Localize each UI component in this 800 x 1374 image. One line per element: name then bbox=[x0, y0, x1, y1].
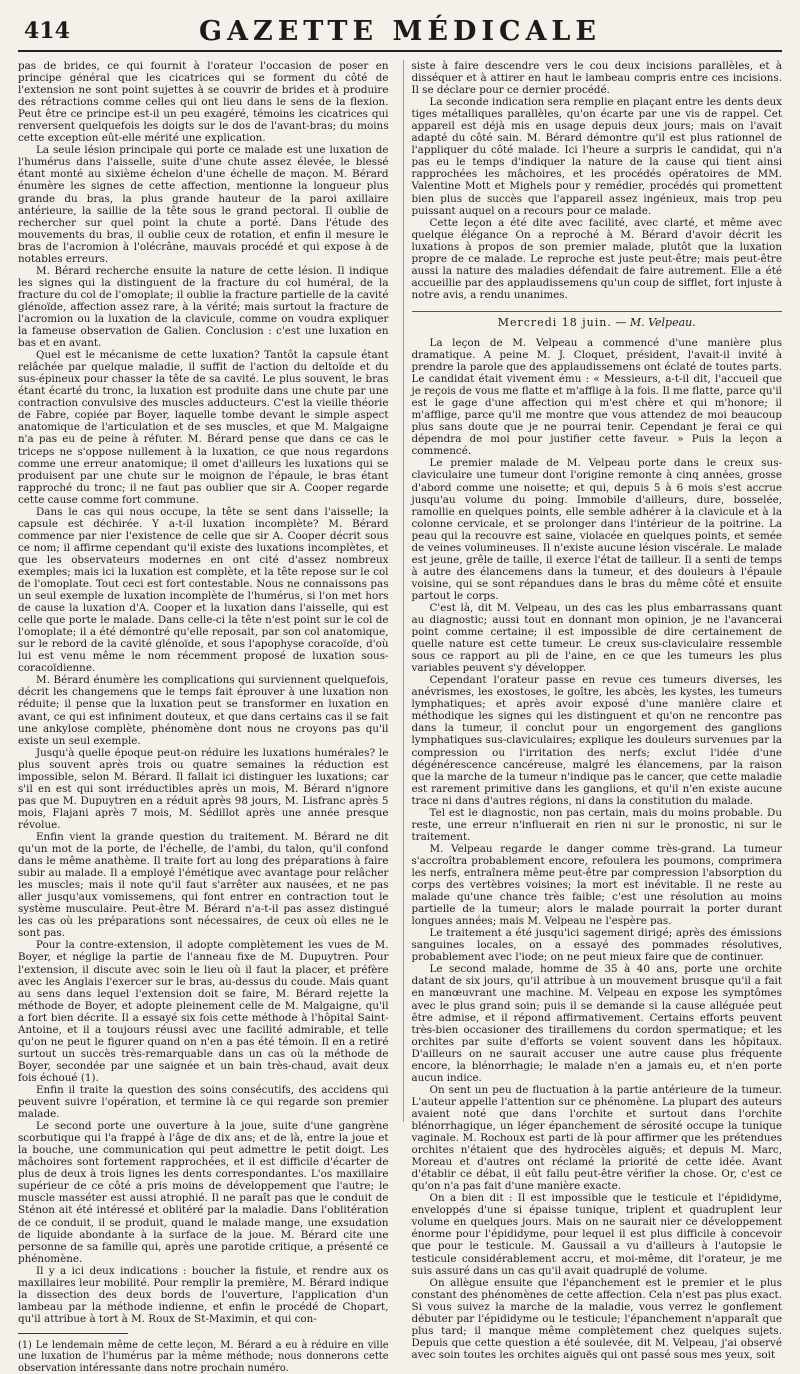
paragraph: Le traitement a été jusqu'ici sagement dirigé; après des émissions sanguines locales, on a essayé des pommades résolutives, probablement avec l'iode; on ne peut mieux faire que de continuer. bbox=[411, 927, 782, 964]
paragraph: Il y a ici deux indications : boucher la fistule, et rendre aux os maxillaires leur mobilité. Pour remplir la première, M. Bérard indique la dissection des deux bords de l'ouverture, l'application d'un lambeau par la méthode indienne, et enfin le procédé de Chopart, qu'il attribue à tort à M. Roux de St-Maximin, et qui con- bbox=[18, 1264, 389, 1325]
paragraph: Jusqu'à quelle époque peut-on réduire les luxations humérales? le plus souvent après trois ou quatre semaines la réduction est impossible, selon M. Bérard. Il fallait ici distinguer les luxations; car s'il en est qui sont irréductibles après un mois, M. Bérard n'ignore pas que M. Dupuytren en a réduit après 98 jours, M. Lisfranc après 5 mois, Flajani après 7 mois, M. Sédillot après une année presque révolue. bbox=[18, 746, 389, 831]
paragraph: On allègue ensuite que l'épanchement est le premier et le plus constant des phénomènes de cette affection. Cela n'est pas plus exact. Si vous suivez la marche de la maladie, vous verrez le gonflement débuter par l'épididyme ou le testicule; l'épanchement n'apparaît que plus tard; il manque même complètement chez quelques sujets. Depuis que cette question a été soulevée, dit M. Velpeau, j'ai observé avec soin toutes les orchites aiguës qui ont passé sous mes yeux, soit bbox=[411, 1276, 783, 1361]
footnote: (1) Le lendemain même de cette leçon, M. Bérard a eu à réduire en ville une luxation de l'humérus par la même méthode; nous donnerons cette observation intéressante dans notre prochain numéro. bbox=[18, 1339, 389, 1374]
paragraph: La seconde indication sera remplie en plaçant entre les dents deux tiges métalliques parallèles, qu'on écarte par une vis de rappel. Cet appareil est déjà mis en usage depuis deux jours; mais on l'avait adapté du côté sain. M. Bérard démontre qu'il est plus rationnel de l'appliquer du côté malade. Ici l'heure a surpris le candidat, qui n'a pas eu le temps d'indiquer la nature de la cause qui tient ainsi rapprochées les mâchoires, et les procédés opératoires de MM. Valentine Mott et Mighels pour y remédier, procédés qui promettent bien plus de succès que l'appareil assez ingénieux, mais trop peu puissant auquel on a recours pour ce malade. bbox=[411, 96, 782, 217]
paragraph: Le second porte une ouverture à la joue, suite d'une gangrène scorbutique qui l'a frappé à l'âge de dix ans; et de là, entre la joue et la bouche, une communication qui peut admettre le petit doigt. Les mâchoires sont fortement rapprochées, et il est difficile d'écarter de plus de deux à trois lignes les dents correspondantes. L'os maxillaire supérieur de ce côté a pris moins de développement que l'autre; le muscle masséter est aussi atrophié. Il ne paraît pas que le conduit de Sténon ait été intéressé et oblitéré par la maladie. Dans l'oblitération de ce conduit, il se produit, quand le malade mange, une exsudation de liquide abondante à la surface de la joue. M. Bérard cite une personne de sa famille qui, après une parotide critique, a présenté ce phénomène. bbox=[18, 1120, 389, 1265]
paragraph: Cette leçon a été dite avec facilité, avec clarté, et même avec quelque élégance On a reproché à M. Bérard d'avoir décrit les luxations à propos de son premier malade, plutôt que la luxation propre de ce malade. Le reproche est juste peut-être; mais peut-être aussi la nature des maladies défendait de faire autrement. Elle a été accueillie par des applaudissemens qu'un coup de sifflet, fort injuste à notre avis, a rendu unanimes. bbox=[411, 216, 782, 301]
paragraph: Le premier malade de M. Velpeau porte dans le creux sus-claviculaire une tumeur dont l'origine remonte à cinq années, grosse d'abord comme une noisette; et qui, depuis 5 à 6 mois s'est accrue jusqu'au volume du poing. Immobile d'ailleurs, dure, bosselée, ramollie en quelques points, elle semble adhérer à la clavicule et à la colonne cervicale, et se prolonger dans l'intérieur de la poitrine. La peau qui la recouvre est saine, violacée en quelques points, et semée de veines volumineuses. Il n'existe aucune lésion viscérale. Le malade est jeune, grêle de taille, il exerce l'état de tailleur. Il a senti de temps à autre des élancemens dans la tumeur, et des douleurs à l'épaule voisine, qui se sont répandues dans le bras du même côté et ensuite partout le corps. bbox=[411, 457, 782, 602]
paragraph: M. Bérard recherche ensuite la nature de cette lésion. Il indique les signes qui la distinguent de la fracture du col huméral, de la fracture du col de l'omoplate; il oublie la fracture partielle de la cavité glénoïde, affection assez rare, à la vérité; mais surtout la fracture de l'acromion ou la luxation de la clavicule, comme on voudra expliquer la fameuse observation de Galien. Conclusion : c'est une luxation en bas et en avant. bbox=[18, 264, 389, 350]
session-speaker: — M. Velpeau. bbox=[615, 315, 696, 329]
session-heading bbox=[412, 311, 783, 329]
paragraph: siste à faire descendre vers le cou deux incisions parallèles, et à disséquer et à attirer en haut le lambeau compris entre ces incisions. Il se déclare pour ce dernier procédé. bbox=[411, 60, 782, 97]
paragraph: Enfin vient la grande question du traitement. M. Bérard ne dit qu'un mot de la porte, de l'échelle, de l'ambi, du talon, qu'il confond dans le même anathème. Il traite fort au long des préparations à faire subir au malade. Il a employé l'émétique avec avantage pour relâcher les muscles; mais il note qu'il faut s'arrêter aux nausées, et ne pas aller jusqu'aux vomissemens, qui font entrer en contraction tout le système musculaire. Peut-être M. Bérard n'a-t-il pas assez distingué les cas où les préparations sont nécessaires, de ceux où elles ne le sont pas. bbox=[18, 831, 389, 940]
paragraph: La seule lésion principale qui porte ce malade est une luxation de l'humérus dans l'aisselle, suite d'une chute assez élevée, le blessé étant monté au sixième échelon d'une échelle de maçon. M. Bérard énumère les signes de cette affection, mentionne la longueur plus grande du bras, la plus grande hauteur de la paroi axillaire antérieure, la saillie de la tête sous le grand pectoral. Il oublie de rechercher sur quel point la chute a porté. Dans l'étude des mouvements du bras, il oublie ceux de rotation, et enfin il mesure le bras de l'acromion à l'olécrâne, mauvais procédé et qui expose à de notables erreurs. bbox=[18, 144, 389, 265]
paragraph: pas de brides, ce qui fournit à l'orateur l'occasion de poser en principe général que les cicatrices qui se forment du côté de l'extension ne sont point sujettes à se couvrir de brides et à produire des rétractions comme celles qui ont lieu dans le sens de la flexion. Peut être ce principe est-il un peu exagéré, témoins les cicatrices qui renversent quelquefois les doigts sur le dos de l'avant-bras; du moins cette exception eût-elle mérité une explication. bbox=[18, 60, 389, 145]
paragraph: Quel est le mécanisme de cette luxation? Tantôt la capsule étant relâchée par quelque maladie, il suffit de l'action du deltoïde et du sus-épineux pour chasser la tête de sa cavité. Le plus souvent, le bras étant écarté du tronc, la luxation est produite dans une chute par une contraction convulsive des muscles adducteurs. C'est la vieille théorie de Fabre, copiée par Boyer, laquelle tombe devant le simple aspect anatomique de l'articulation et de ses muscles, et que M. Malgaigne n'a pas eu de peine à réfuter. M. Bérard pense que dans ce cas le triceps ne s'oppose nullement à la luxation, ce que nous regardons comme une erreur anatomique; il omet d'ailleurs les luxations qui se produisent par une chute sur le moignon de l'épaule, le bras étant rapproché du tronc; il ne faut pas oublier que sir A. Cooper regarde cette cause comme fort commune. bbox=[18, 349, 389, 506]
paragraph: M. Bérard énumère les complications qui surviennent quelquefois, décrit les changemens que le temps fait éprouver à une luxation non réduite; il pense que la luxation peut se transformer en luxation en avant, ce qui est infiniment douteux, et que dans certains cas il se fait une ankylose complète, phénomène dont nous ne croyons pas qu'il existe un seul exemple. bbox=[18, 674, 389, 747]
paragraph: C'est là, dit M. Velpeau, un des cas les plus embarrassans quant au diagnostic; aussi tout en donnant mon opinion, je ne l'avancerai point comme certaine; il est impossible de dire certainement de quelle nature est cette tumeur. Le creux sus-claviculaire ressemble sous ce rapport au pli de l'aine, en ce que les tumeurs les plus variables peuvent s'y développer. bbox=[411, 601, 782, 675]
session-date: Mercredi 18 juin. bbox=[497, 315, 612, 329]
page-number: 414 bbox=[24, 18, 70, 44]
paragraph: M. Velpeau regarde le danger comme très-grand. La tumeur s'accroîtra probablement encore, refoulera les poumons, comprimera les nerfs, entraînera même peut-être par compression l'absorption du corps des vertèbres voisines; la mort est inévitable. Il ne reste au malade qu'une chance très faible; c'est une résolution au moins partielle de la tumeur; alors le malade pourrait la porter durant longues années; mais M. Velpeau ne l'espère pas. bbox=[411, 842, 782, 928]
paragraph: Enfin il traite la question des soins consécutifs, des accidens qui peuvent suivre l'opération, et termine là ce qui regarde son premier malade. bbox=[18, 1083, 389, 1121]
paragraph: On sent un peu de fluctuation à la partie antérieure de la tumeur. L'auteur appelle l'attention sur ce phénomène. La plupart des auteurs avaient noté que dans l'orchite et surtout dans l'orchite blénorrhagique, un léger épanchement de sérosité occupe la tunique vaginale. M. Rochoux est parti de là pour affirmer que les prétendues orchites n'étaient que des hydrocèles aiguës; et depuis M. Marc, Moreau et d'autres ont réclamé la priorité de cette idée. Avant d'établir ce débat, il eût fallu peut-être vérifier la chose. Or, c'est ce qu'on n'a pas fait d'une manière exacte. bbox=[411, 1083, 782, 1193]
paragraph: Dans le cas qui nous occupe, la tête se sent dans l'aisselle; la capsule est déchirée. Y a-t-il luxation incomplète? M. Bérard commence par nier l'existence de celle que sir A. Cooper décrit sous ce nom; il affirme cependant qu'il existe des luxations incomplètes, et que les observateurs modernes en ont cité d'assez nombreux exemples; mais ici la luxation est complète, et la tête repose sur le col de l'omoplate. Tout ceci est fort contestable. Nous ne connaissons pas un seul exemple de luxation incomplète de l'humérus, si l'on met hors de cause la luxation d'A. Cooper et la luxation dans l'aisselle, qui est celle que porte le malade. Dans celle-ci la tête n'est point sur le col de l'omoplate; il a été démontré qu'elle reposait, par son col anatomique, sur le rebord de la cavité glénoïde, et sous l'apophyse coracoïde, d'où lui est venu même le nom récemment proposé de luxation sous-coracoïdienne. bbox=[18, 505, 389, 675]
paragraph: Cependant l'orateur passe en revue ces tumeurs diverses, les anévrismes, les exostoses, le goître, les abcès, les kystes, les tumeurs lymphatiques; et après avoir exposé d'une manière claire et méthodique les signes qui les distinguent et qu'on ne rencontre pas dans la tumeur, il conclut pour un engorgement des ganglions lymphatiques sus-claviculaires; explique les douleurs survenues par la compression ou l'irritation des nerfs; exclut l'idée d'une dégénérescence cancéreuse, malgré les élancemens, par la raison que la marche de la tumeur n'indique pas le cancer, que cette maladie est rarement primitive dans les ganglions, et qu'il n'en existe aucune trace ni dans d'autres régions, ni dans la constitution du malade. bbox=[411, 674, 782, 807]
right-column bbox=[403, 60, 783, 1361]
text-columns bbox=[18, 60, 783, 1374]
paragraph: Tel est le diagnostic, non pas certain, mais du moins probable. Du reste, une erreur n'influerait en rien ni sur le pronostic, ni sur le traitement. bbox=[411, 806, 782, 843]
paragraph: La leçon de M. Velpeau a commencé d'une manière plus dramatique. A peine M. J. Cloquet, président, l'avait-il invité à prendre la parole que des applaudissemens ont éclaté de toutes parts. Le candidat était vivement ému : « Messieurs, a-t-il dit, l'accueil que je reçois de vous me flatte et m'afflige à la fois. Il me flatte, parce qu'il est le gage d'une affection qui m'est chère et qui m'honore; il m'afflige, parce qu'il me montre que vous attendez de moi beaucoup plus sans doute que je ne pourrai tenir. Cependant je ferai ce qui dépendra de moi pour justifier cette faveur. » Puis la leçon a commencé. bbox=[411, 336, 782, 458]
journal-title: GAZETTE MÉDICALE bbox=[198, 15, 601, 47]
paragraph: Le second malade, homme de 35 à 40 ans, porte une orchite datant de six jours, qu'il attribue à un mouvement brusque qu'il a fait en manœuvrant une machine. M. Velpeau en expose les symptômes avec le plus grand soin; puis il se demande si la cause alléguée peut être admise, et il répond affirmativement. Certains efforts peuvent très-bien occasioner des tiraillemens du cordon spermatique; et les orchites par suite d'efforts se voient souvent dans les hôpitaux. D'ailleurs on ne saurait accuser une autre cause plus fréquente encore, la blénorrhagie; le malade n'en a jamais eu, et n'en porte aucun indice. bbox=[411, 963, 782, 1084]
paragraph: On a bien dit : Il est impossible que le testicule et l'épididyme, enveloppés d'une si épaisse tunique, triplent et quadruplent leur volume en quelques jours. Mais on ne saurait nier ce développement énorme pour l'épididyme, pour lequel il est plus difficile à concevoir que pour le testicule. M. Gaussail a vu d'ailleurs à l'autopsie le testicule considérablement accru, et moi-même, dit l'orateur, je me suis assuré dans un cas qu'il avait quadruplé de volume. bbox=[411, 1192, 782, 1277]
left-column bbox=[18, 60, 389, 1374]
footnote-divider bbox=[18, 1333, 128, 1334]
paragraph: Pour la contre-extension, il adopte complètement les vues de M. Boyer, et néglige la partie de l'anneau fixe de M. Dupuytren. Pour l'extension, il discute avec soin le lieu où il faut la placer, et préfère avec les Anglais l'exercer sur le bras, au-dessus du coude. Mais quant au sens dans lequel l'extension doit se faire, M. Bérard rejette la méthode de Boyer, et adopte pleinement celle de M. Malgaigne, qu'il a fort bien décrite. Il a essayé six fois cette méthode à l'hôpital Saint-Antoine, et il a toujours réussi avec une facilité admirable, et telle qu'on ne peut le figurer quand on n'en a pas été témoin. Il en a retiré surtout un succès très-remarquable dans un cas où la méthode de Boyer, secondée par une saignée et un bain très-chaud, avait deux fois échoué (1). bbox=[18, 939, 389, 1084]
page-header bbox=[18, 12, 782, 52]
